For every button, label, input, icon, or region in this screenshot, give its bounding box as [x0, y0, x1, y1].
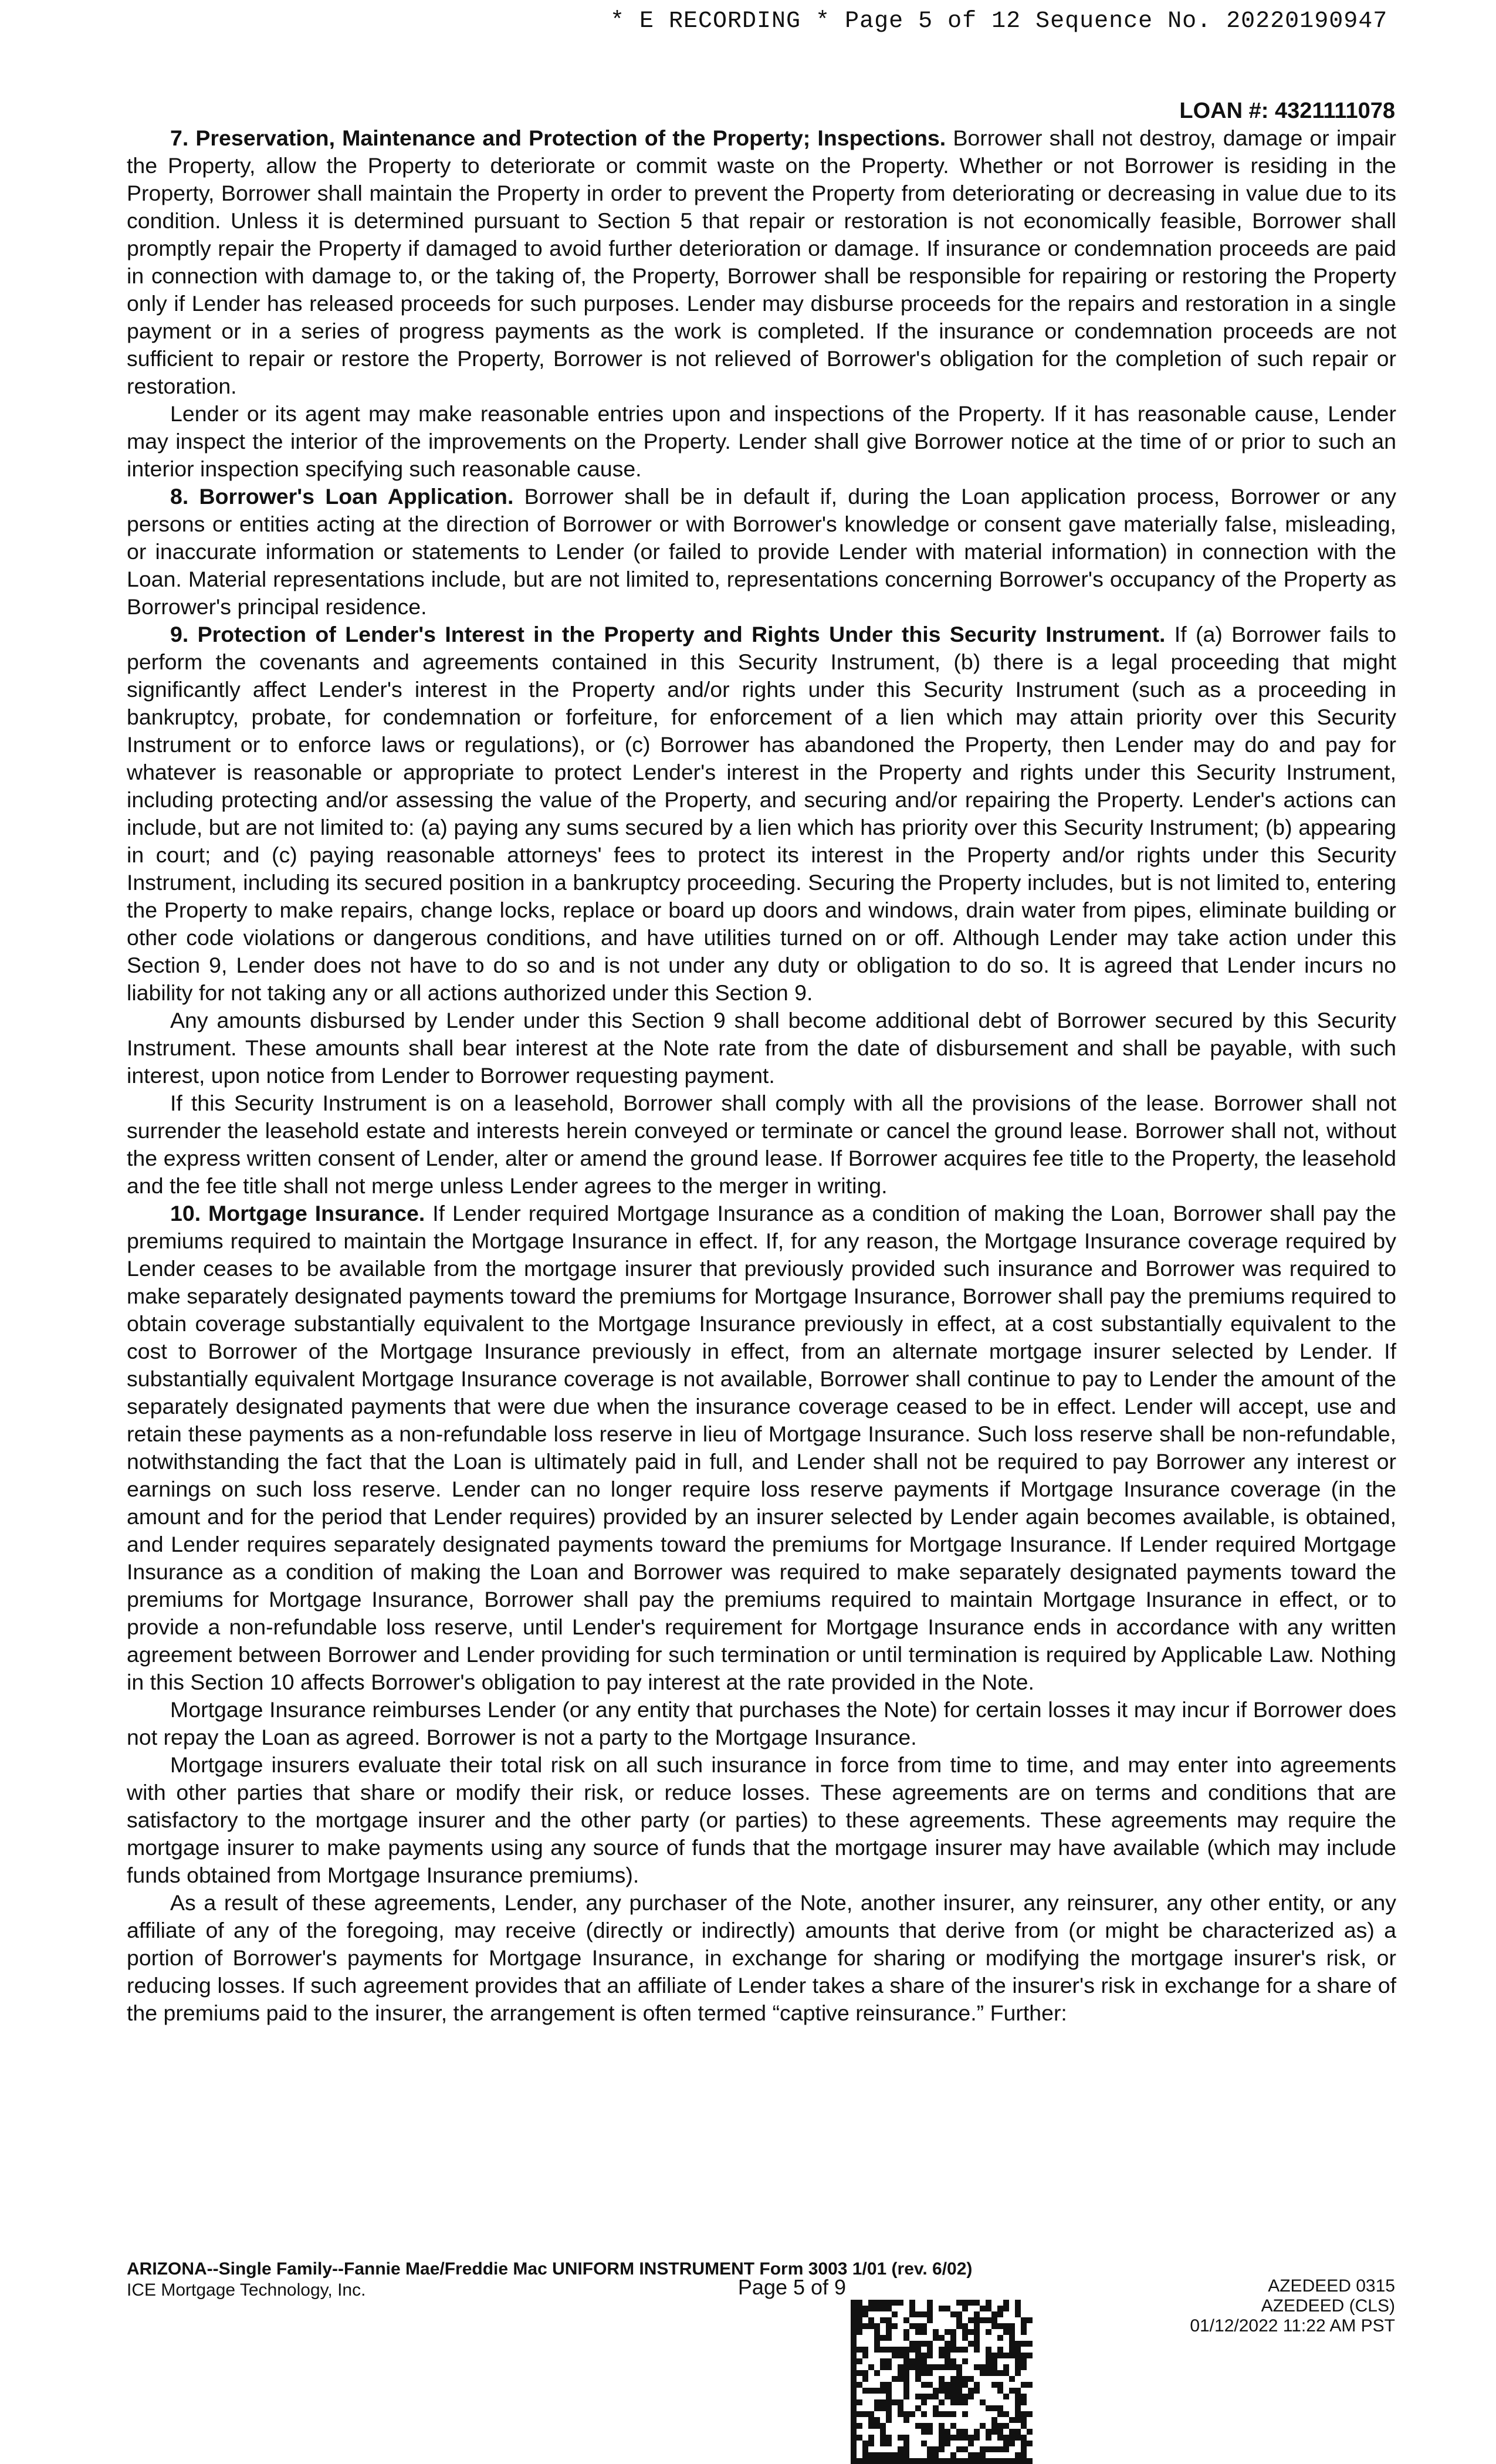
loan-number: LOAN #: 4321111078: [1179, 99, 1395, 123]
section-9-paragraph: [127, 621, 1396, 1007]
footer-form-title: ARIZONA--Single Family--Fannie Mae/Freddie Mac UNIFORM INSTRUMENT Form 3003 1/01 (rev. 6/02): [127, 2259, 973, 2279]
section-9-text: If (a) Borrower fails to perform the covenants and agreements contained in this Security Instrument, (b) there is a legal proceeding that might significantly affect Lender's interest in the Property and/or rights under this Security Instrument (such as a proceeding in bankruptcy, probate, for condemnation or forfeiture, for enforcement of a lien which may attain priority over this Security Instrument or to enforce laws or regulations), or (c) Borrower has abandoned the Property, then Lender may do and pay for whatever is reasonable or appropriate to protect Lender's interest in the Property and rights under this Security Instrument, including protecting and/or assessing the value of the Property, and securing and/or repairing the Property. Lender's actions can include, but are not limited to: (a) paying any sums secured by a lien which has priority over this Security Instrument; (b) appearing in court; and (c) paying reasonable attorneys' fees to protect its interest in the Property and/or rights under this Security Instrument, including its secured position in a bankruptcy proceeding. Securing the Property includes, but is not limited to, entering the Property to make repairs, change locks, replace or board up doors and windows, drain water from pipes, eliminate building or other code violations or dangerous conditions, and have utilities turned on or off. Although Lender may take action under this Section 9, Lender does not have to do so and is not under any duty or obligation to do so. It is agreed that Lender incurs no liability for not taking any or all actions authorized under this Section 9.: [127, 622, 1396, 1005]
section-9-paragraph-3: If this Security Instrument is on a leasehold, Borrower shall comply with all the provisions of the lease. Borrower shall not surrender the leasehold estate and interests herein conveyed or terminate or cancel the ground lease. Borrower shall not, without the express written consent of Lender, alter or amend the ground lease. If Borrower acquires fee title to the Property, the leasehold and the fee title shall not merge unless Lender agrees to the merger in writing.: [127, 1091, 1396, 1198]
section-8-paragraph: [127, 483, 1396, 621]
footer-code-1: AZEDEED 0315: [1268, 2276, 1395, 2296]
section-7-paragraph: [127, 124, 1396, 400]
barcode-icon: [851, 2300, 1033, 2464]
section-10-text: If Lender required Mortgage Insurance as a condition of making the Loan, Borrower shall pay the premiums required to maintain the Mortgage Insurance in effect. If, for any reason, the Mortgage Insurance coverage required by Lender ceases to be available from the mortgage insurer that previously provided such insurance and Borrower was required to make separately designated payments toward the premiums for Mortgage Insurance, Borrower shall pay the premiums required to obtain coverage substantially equivalent to the Mortgage Insurance previously in effect, at a cost substantially equivalent to the cost to Borrower of the Mortgage Insurance previously in effect, from an alternate mortgage insurer selected by Lender. If substantially equivalent Mortgage Insurance coverage is not available, Borrower shall continue to pay to Lender the amount of the separately designated payments that were due when the insurance coverage ceased to be in effect. Lender will accept, use and retain these payments as a non-refundable loss reserve in lieu of Mortgage Insurance. Such loss reserve shall be non-refundable, notwithstanding the fact that the Loan is ultimately paid in full, and Lender shall not be required to pay Borrower any interest or earnings on such loss reserve. Lender can no longer require loss reserve payments if Mortgage Insurance coverage (in the amount and for the period that Lender requires) provided by an insurer selected by Lender again becomes available, is obtained, and Lender requires separately designated payments toward the premiums for Mortgage Insurance. If Lender required Mortgage Insurance as a condition of making the Loan and Borrower was required to make separately designated payments toward the premiums for Mortgage Insurance, Borrower shall pay the premiums required to maintain Mortgage Insurance in effect, or to provide a non-refundable loss reserve, until Lender's requirement for Mortgage Insurance ends in accordance with any written agreement between Borrower and Lender providing for such termination or until termination is required by Applicable Law. Nothing in this Section 10 affects Borrower's obligation to pay interest at the rate provided in the Note.: [127, 1201, 1396, 1694]
footer-company: ICE Mortgage Technology, Inc.: [127, 2280, 366, 2300]
section-7-heading: 7. Preservation, Maintenance and Protection of the Property; Inspections.: [170, 126, 946, 150]
section-10-paragraph-4: As a result of these agreements, Lender, any purchaser of the Note, another insurer, any reinsurer, any other entity, or any affiliate of any of the foregoing, may receive (directly or indirectly) amounts that derive from (or might be characterized as) a portion of Borrower's payments for Mortgage Insurance, in exchange for sharing or modifying the mortgage insurer's risk, or reducing losses. If such agreement provides that an affiliate of Lender takes a share of the insurer's risk in exchange for a share of the premiums paid to the insurer, the arrangement is often termed “captive reinsurance.” Further:: [127, 1890, 1396, 2025]
section-10-heading: 10. Mortgage Insurance.: [170, 1201, 425, 1226]
footer-code-2: AZEDEED (CLS): [1261, 2296, 1395, 2316]
section-9-heading: 9. Protection of Lender's Interest in the Property and Rights Under this Security Instrument.: [170, 622, 1166, 647]
section-10-paragraph: [127, 1200, 1396, 1696]
section-7-text: Borrower shall not destroy, damage or impair the Property, allow the Property to deteriorate or commit waste on the Property. Whether or not Borrower is residing in the Property, Borrower shall maintain the Property in order to prevent the Property from deteriorating or decreasing in value due to its condition. Unless it is determined pursuant to Section 5 that repair or restoration is not economically feasible, Borrower shall promptly repair the Property if damaged to avoid further deterioration or damage. If insurance or condemnation proceeds are paid in connection with damage to, or the taking of, the Property, Borrower shall be responsible for repairing or restoring the Property only if Lender has released proceeds for such purposes. Lender may disburse proceeds for the repairs and restoration in a single payment or in a series of progress payments as the work is completed. If the insurance or condemnation proceeds are not sufficient to repair or restore the Property, Borrower is not relieved of Borrower's obligation for the completion of such repair or restoration.: [127, 126, 1396, 398]
section-10-paragraph-3: Mortgage insurers evaluate their total risk on all such insurance in force from time to time, and may enter into agreements with other parties that share or modify their risk, or reduce losses. These agreements are on terms and conditions that are satisfactory to the mortgage insurer and the other party (or parties) to these agreements. These agreements may require the mortgage insurer to make payments using any source of funds that the mortgage insurer may have available (which may include funds obtained from Mortgage Insurance premiums).: [127, 1752, 1396, 1887]
document-body: [127, 124, 1396, 2027]
section-9-paragraph-2: Any amounts disbursed by Lender under this Section 9 shall become additional debt of Borrower secured by this Security Instrument. These amounts shall bear interest at the Note rate from the date of disbursement and shall be payable, with such interest, upon notice from Lender to Borrower requesting payment.: [127, 1008, 1396, 1088]
section-10-paragraph-2: Mortgage Insurance reimburses Lender (or any entity that purchases the Note) for certain losses it may incur if Borrower does not repay the Loan as agreed. Borrower is not a party to the Mortgage Insurance.: [127, 1697, 1396, 1749]
footer-datetime: 01/12/2022 11:22 AM PST: [1190, 2316, 1395, 2336]
section-8-text: Borrower shall be in default if, during the Loan application process, Borrower or any persons or entities acting at the direction of Borrower or with Borrower's knowledge or consent gave materially false, misleading, or inaccurate information or statements to Lender (or failed to provide Lender with material information) in connection with the Loan. Material representations include, but are not limited to, representations concerning Borrower's occupancy of the Property as Borrower's principal residence.: [127, 484, 1396, 619]
recording-stamp: * E RECORDING * Page 5 of 12 Sequence No. 20220190947: [610, 8, 1388, 35]
footer-page-number: Page 5 of 9: [737, 2275, 847, 2299]
footer-codes: [1190, 2276, 1395, 2336]
section-8-heading: 8. Borrower's Loan Application.: [170, 484, 514, 509]
section-7-paragraph-2: Lender or its agent may make reasonable entries upon and inspections of the Property. If it has reasonable cause, Lender may inspect the interior of the improvements on the Property. Lender shall give Borrower notice at the time of or prior to such an interior inspection specifying such reasonable cause.: [127, 401, 1396, 481]
